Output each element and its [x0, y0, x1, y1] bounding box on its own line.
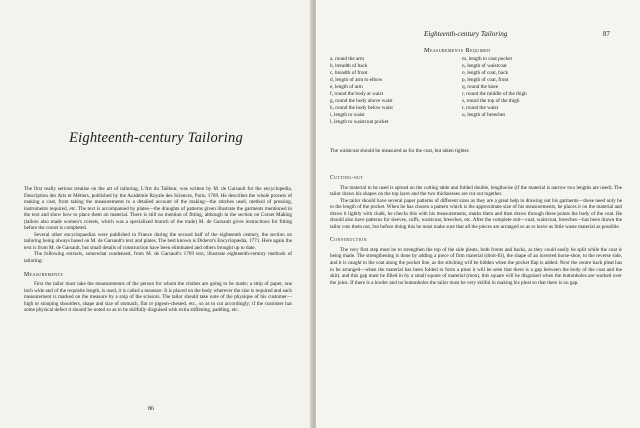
measurement-item: e, length of arm	[330, 84, 363, 91]
measurements-required-title: Measurements Required	[424, 47, 491, 54]
running-head: Eighteenth-century Tailoring	[424, 30, 508, 38]
measurement-paragraph: First the tailor must take the measurements of the person for whom the clothes are going to be made; a strip of paper, one inch wide and of the requisite length, is used, it is called a measure. It is placed on the body wherever the size is required and each measurement is marked on the measure by a snip of the scissors. The tailor should take note of the physique of his customer—high or stooping shoulders, shape and size of stomach, flat or pigeon-chested, etc., so as to cut accordingly; if the customer has some physical defect it should be noted so as to be skilfully disguised with extra stiffening, padding, etc.	[24, 281, 292, 314]
intro-paragraph-3: The following extracts, somewhat condensed, from M. de Garsault's 1769 text, illustrate eighteenth-century methods of tailoring:	[24, 251, 292, 265]
measurement-item: r, round the middle of the thigh	[462, 91, 527, 98]
measurement-item: i, length to waist	[330, 112, 365, 119]
measurement-item: b, breadth of back	[330, 63, 368, 70]
intro-paragraph-1: The first really serious treatise on the art of tailoring, L'Art du Tailleur, was written by M. de Garsault for the encyclopedia, Description des Arts et Métiers, published by the Académie Royale des Sciences, Paris, 1769. He describes the whole process of making a coat, from taking the measurements to a detailed account of the making—the stitches used, method of pressing, instruments required, etc. The text is accompanied by plates—the draughts of patterns given illustrate the garments mentioned in the text and show how to place them on material. There is still no mention of fitting, although in the section on Corset Making (tailors also made women's corsets, which was a specialized branch of the trade) M. de Garsault gives instructions for fitting before the corset is completed.	[24, 186, 292, 232]
measurement-item: o, length of coat, back	[462, 70, 509, 77]
measurement-item: t, round the waist	[462, 105, 499, 112]
intro-paragraph-2: Several other encyclopaedias were published in France during the second half of the eighteenth century, the section on tailoring being always based on M. de Garsault's text and plates. The best known is Diderot's Encyclopædia, 1771. Here again the text is from M. de Garsault, but small details of construction have been eliminated and others brought up to date.	[24, 231, 292, 251]
page-number-left: 86	[148, 406, 154, 412]
chapter-title: Eighteenth-century Tailoring	[69, 130, 243, 146]
construction-paragraph: The very first step must be to strengthen the top of the side pleats, both fronts and backs, as they could easily be split while the coat is being made. The strengthening is done by adding a piece of firm material (droit-fil), the shape of an inverted horse-shoe, to the reverse side, and it is caught to the coat along the pocket line, as the stitching will be hidden when the pocket flap is added. Next the centre back pleat has to be arranged—when the material has been folded to form a pleat it will be seen that there is a gap between the body of the coat and the skirt, and this gap must be filled in by a small square of material (mon), this square will be disguised when the buttonholes are worked over the joins. If there is a border and no buttonholes the tailor must be very skilful in making his pleat so that there is no gap.	[330, 246, 622, 286]
measurement-item: n, length of waistcoat	[462, 63, 507, 70]
measurement-item: h, round the body below waist	[330, 105, 393, 112]
right-page	[316, 0, 640, 428]
right-body-text	[330, 168, 622, 286]
cutting-paragraph-2: The tailor should have several paper patterns of different sizes as they are a great help in drawing out his garments—these need only be to the length of the pocket. When he has chosen a pattern which is the approximate size of his measurements, he places it on the material and draws it lightly with chalk, he checks this with his measurements, marks them and then draws through these points the body of the coat. He should also have patterns for sleeves, cuffs, waistcoat, breeches, etc. After the complete suit—coat, waistcoat, breeches—has been drawn the tailor cuts them out, but before doing this he must make sure that all the pieces are arranged so as to leave as little waste material as possible.	[330, 197, 622, 230]
left-page	[0, 0, 312, 428]
measurement-item: m, length to coat pocket	[462, 56, 512, 62]
page-number-right: 87	[603, 30, 610, 38]
measurement-item: s, round the top of the thigh	[462, 98, 520, 105]
measurement-item: g, round the body above waist	[330, 98, 393, 105]
measurement-item: l, length to waistcoat pocket	[330, 119, 389, 126]
measurements-list-col2	[462, 56, 527, 119]
measurement-item: u, length of breeches	[462, 112, 506, 119]
measurement-item: f, round the body at waist	[330, 91, 384, 98]
cutting-paragraph-1: The material to be used is spread on the cutting table and folded double, lengthwise (if the material is narrow two lengths are used). The tailor draws his shapes on the top layer and the two thicknesses are cut out together.	[330, 184, 622, 198]
measurement-item: c, breadth of front	[330, 70, 368, 77]
measurement-item: q, round the knee	[462, 84, 499, 91]
measurements-note: The waistcoat should be measured as for the coat, but taken tighter.	[330, 148, 470, 154]
section-heading-cutting-out: Cutting-out	[330, 175, 364, 181]
left-body-text	[24, 186, 292, 314]
section-heading-measurements: Measurements	[24, 271, 64, 278]
measurements-list-col1	[330, 56, 393, 126]
measurement-item: a, round the arm	[330, 56, 364, 62]
measurement-item: d, length of arm to elbow	[330, 77, 383, 84]
measurement-item: p, length of coat, front	[462, 77, 509, 84]
section-heading-construction: Construction	[330, 237, 367, 244]
